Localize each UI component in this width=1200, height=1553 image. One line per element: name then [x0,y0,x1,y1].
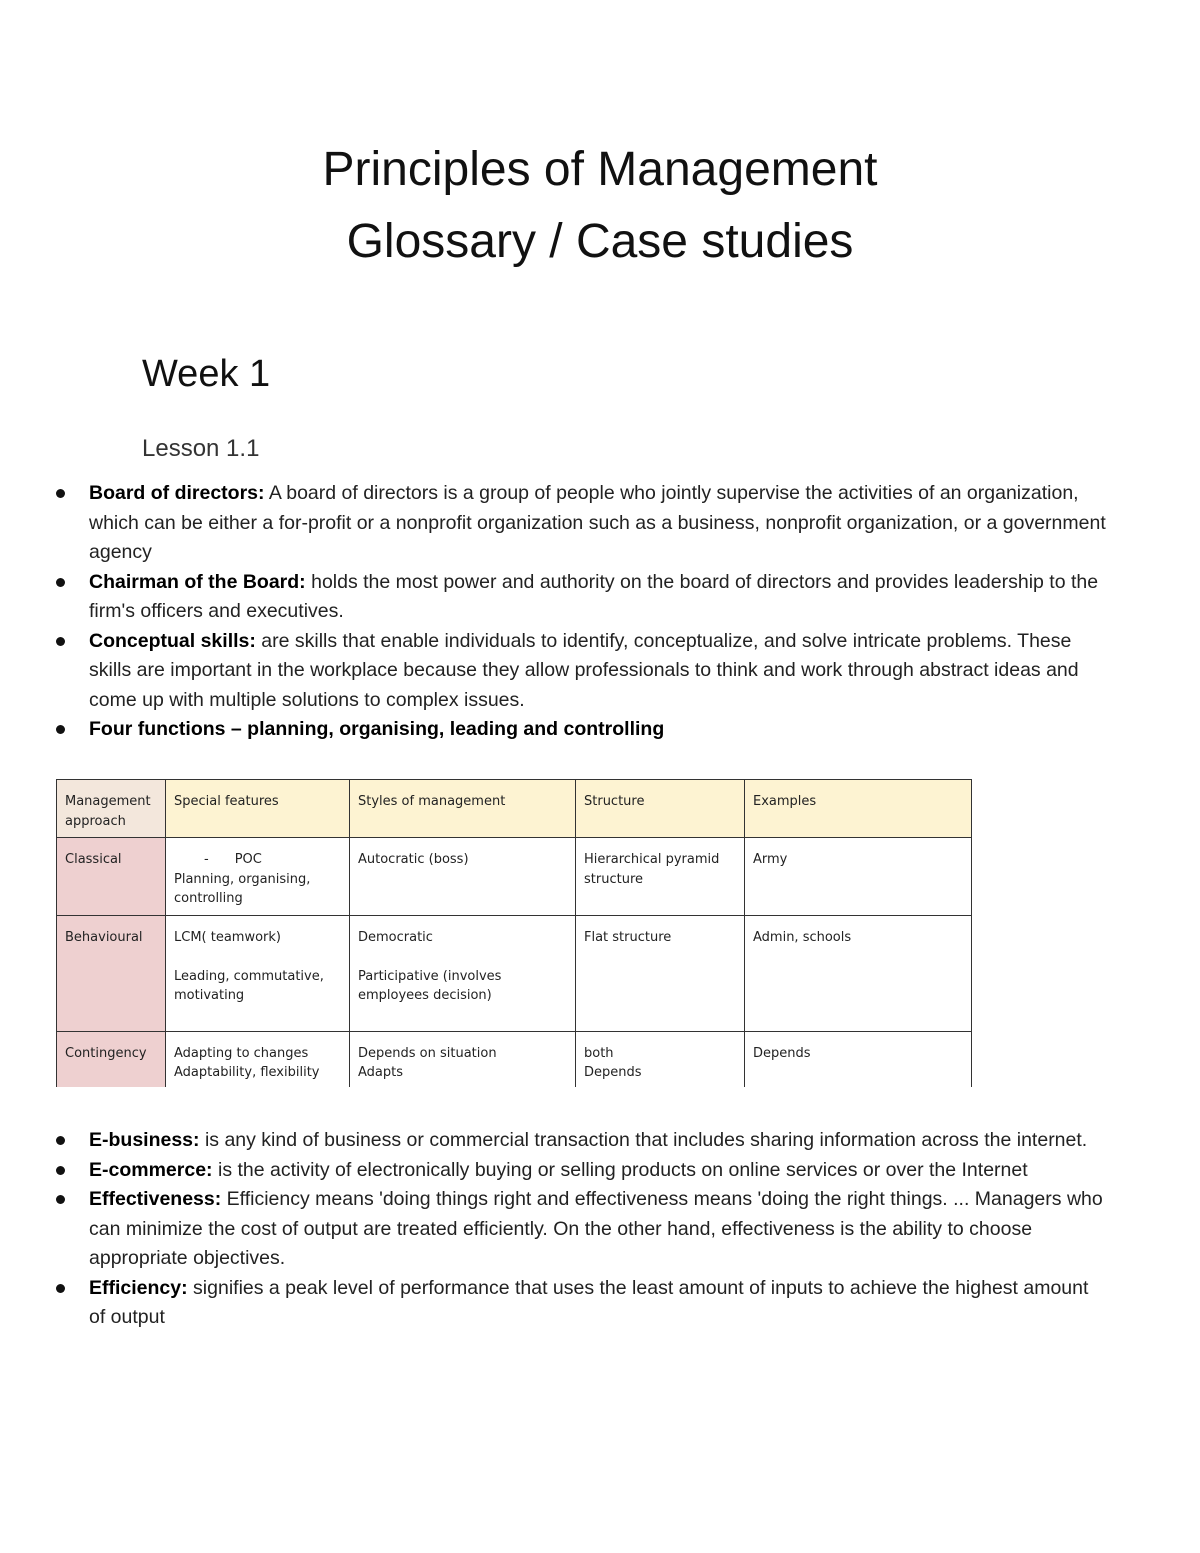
table-row [57,915,972,1031]
table-cell: LCM( teamwork) Leading, commutative, motivating [166,915,350,1031]
glossary-term: E-business: [89,1129,200,1151]
bullet-icon [56,725,65,734]
table-cell: Depends on situation Adapts [350,1031,576,1087]
glossary-definition: Efficiency means 'doing things right and effectiveness means 'doing the right things. ... Managers who can minimize the cost of output are treated efficiently. On the other hand, effectiveness is the ability to choose appropriate objectives. [89,1188,1103,1269]
glossary-item [0,568,1110,627]
glossary-term: Four functions – planning, organising, leading and controlling [89,718,665,740]
glossary-item [0,1185,1110,1274]
bullet-icon [56,1195,65,1204]
glossary-list-2 [0,1126,1110,1333]
glossary-term: E-commerce: [89,1158,213,1181]
glossary-definition: is any kind of business or commercial transaction that includes sharing information across the internet. [199,1129,1088,1151]
bullet-icon [56,1136,65,1145]
table-cell: Flat structure [576,915,745,1031]
table-cell: Army [745,838,972,916]
table-cell: both Depends [576,1031,745,1087]
column-header: Examples [745,780,972,838]
table-cell: Autocratic (boss) [350,838,576,916]
management-approach-table [56,779,972,1087]
table-cell: Admin, schools [745,915,972,1031]
glossary-term: Effectiveness: [89,1188,222,1210]
glossary-item [0,1156,1110,1186]
glossary-definition: is the activity of electronically buying or selling products on online services or over the Internet [212,1158,1028,1181]
bullet-icon [56,578,65,587]
week-heading: Week 1 [142,353,271,395]
column-header: Special features [166,780,350,838]
glossary-term: Board of directors: [89,482,265,504]
glossary-item [0,627,1110,716]
table-row [57,838,972,916]
row-header: Behavioural [57,915,166,1031]
bullet-icon [56,1166,65,1175]
glossary-term: Chairman of the Board: [89,570,306,593]
table-cell: Depends [745,1031,972,1087]
table-cell: Democratic Participative (involves employees decision) [350,915,576,1031]
glossary-list-1 [0,479,1110,745]
document-subtitle: Glossary / Case studies [346,215,854,268]
glossary-definition: are skills that enable individuals to identify, conceptualize, and solve intricate problems. These skills are important in the workplace because they allow professionals to think and work through abstract ideas and come up with multiple solutions to complex issues. [89,629,1079,711]
glossary-definition: holds the most power and authority on the board of directors and provides leadership to the firm's officers and executives. [89,570,1099,622]
glossary-item [0,715,1110,745]
row-header: Contingency [57,1031,166,1087]
glossary-definition: A board of directors is a group of people who jointly supervise the activities of an organization, which can be either a for-profit or a nonprofit organization such as a business, nonprofit organization, or a government agency [89,482,1106,563]
glossary-item [0,1274,1110,1333]
table-row [57,1031,972,1087]
table-cell: Adapting to changes Adaptability, flexibility [166,1031,350,1087]
row-header: Classical [57,838,166,916]
bullet-icon [56,637,65,646]
table-cell: Hierarchical pyramid structure [576,838,745,916]
glossary-term: Efficiency: [89,1276,188,1299]
lesson-heading: Lesson 1.1 [142,435,260,462]
glossary-item [0,1126,1110,1156]
glossary-term: Conceptual skills: [89,629,256,652]
bullet-icon [56,1284,65,1293]
table-header-row [57,780,972,838]
document-title: Principles of Management [322,143,878,196]
glossary-item [0,479,1110,568]
column-header: Management approach [57,780,166,838]
table-cell: - POC Planning, organising, controlling [166,838,350,916]
bullet-icon [56,489,65,498]
glossary-definition: signifies a peak level of performance that uses the least amount of inputs to achieve the highest amount of output [89,1276,1089,1328]
column-header: Structure [576,780,745,838]
column-header: Styles of management [350,780,576,838]
